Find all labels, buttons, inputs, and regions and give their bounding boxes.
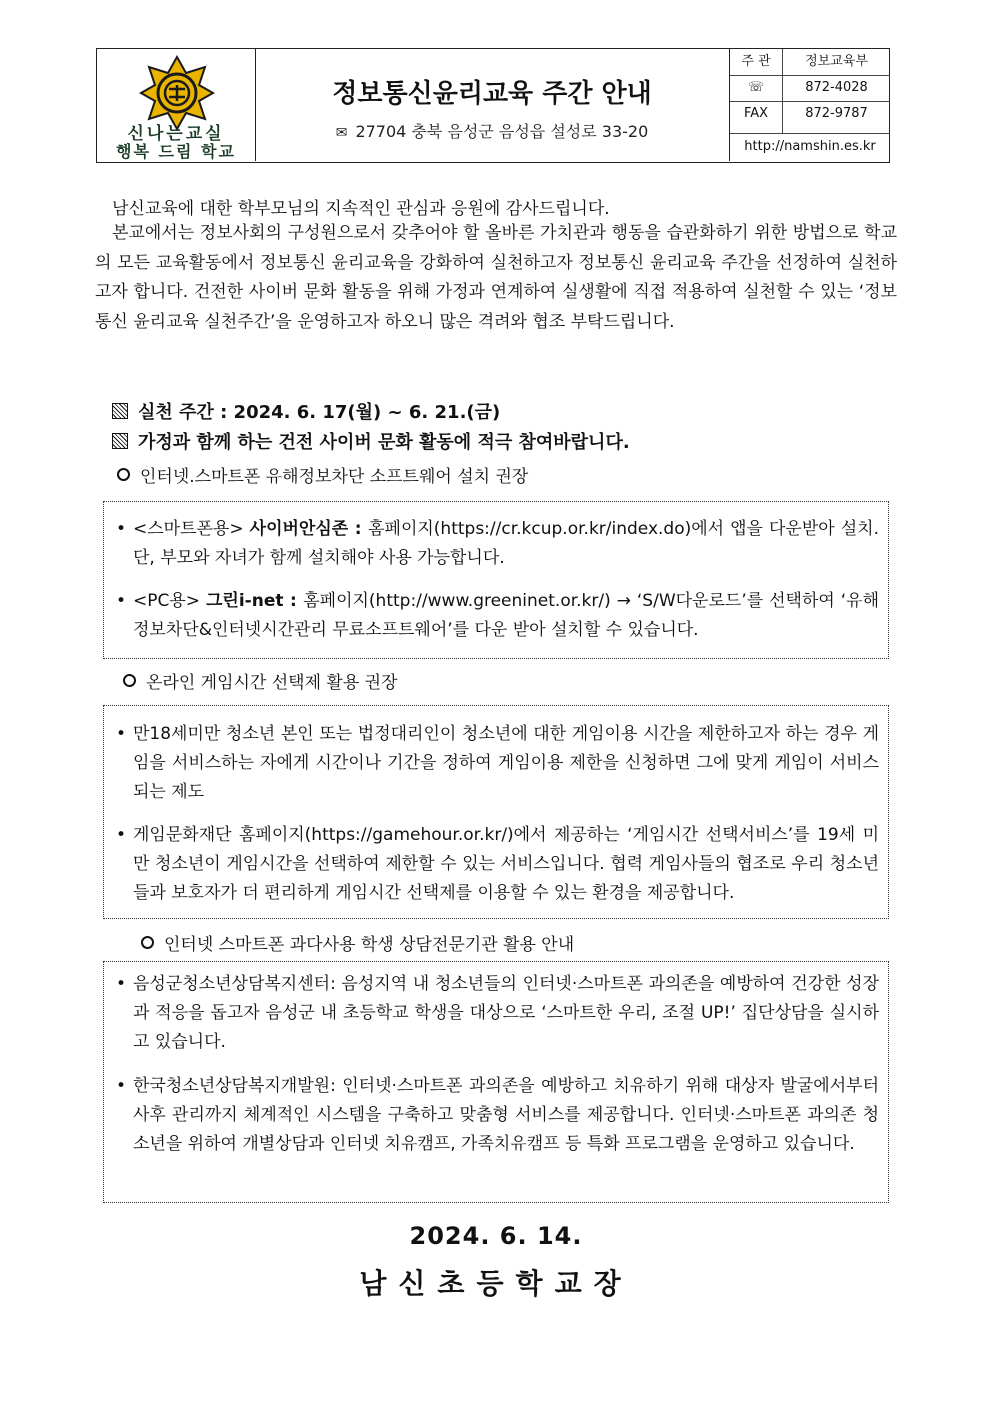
intro-paragraph-2: 본교에서는 정보사회의 구성원으로서 갖추어야 할 올바른 가치관과 행동을 습관화하기 위한 방법으로 학교의 모든 교육활동에서 정보통신 윤리교육을 강화하여 실천하고자 정보통신 윤리교육 주간을 선정하여 실천하고자 합니다. 건전한 사이버 문화 활동을 위해 가정과 연계하여 실생활에 직접 적용하여 실천할 수 있는 ‘정보통신 윤리교육 실천주간’을 운영하고자 하오니 많은 격려와 협조 부탁드립니다.	[95, 223, 897, 332]
checkbox-mark-icon	[112, 403, 128, 419]
bullet: •	[116, 519, 127, 539]
school-motto-line1: 신나는교실	[127, 124, 225, 144]
list-item	[116, 821, 879, 908]
filter-software-box	[103, 501, 889, 659]
school-motto-line2: 행복 드림 학교	[116, 142, 236, 161]
item-text: 홈페이지(https://cr.kcup.or.kr/index.do)에서 앱을 다운받아 설치. 단, 부모와 자녀가 함께 설치해야 사용 가능합니다.	[133, 519, 879, 568]
item-name: 사이버안심존 :	[249, 519, 369, 539]
list-item	[116, 970, 879, 1057]
contact-row	[730, 101, 890, 134]
contact-row	[730, 75, 890, 102]
school-address	[255, 119, 729, 142]
subheading-text: 인터넷.스마트폰 유해정보차단 소프트웨어 설치 권장	[140, 467, 529, 487]
address-text: 27704 충북 음성군 음성읍 설성로 33-20	[355, 122, 649, 141]
request-text: 가정과 함께 하는 건전 사이버 문화 활동에 적극 참여바랍니다.	[138, 432, 630, 453]
period-text: 실천 주간 : 2024. 6. 17(월) ~ 6. 21.(금)	[138, 402, 501, 423]
document-date: 2024. 6. 14.	[409, 1222, 583, 1250]
list-item	[116, 720, 879, 807]
circle-bullet-icon	[141, 936, 154, 949]
counseling-box	[103, 961, 889, 1203]
list-item	[116, 1072, 879, 1159]
item-name: 그린i-net :	[206, 591, 304, 611]
contact-key: FAX	[730, 101, 783, 133]
contact-row	[730, 49, 890, 76]
bullet: •	[116, 1076, 127, 1096]
circle-bullet-icon	[123, 674, 136, 687]
game-time-box	[103, 705, 889, 919]
checkbox-mark-icon	[112, 433, 128, 449]
bullet: •	[116, 724, 127, 744]
item-prefix: <스마트폰용>	[133, 519, 250, 539]
list-item	[116, 515, 879, 573]
item-text: 만18세미만 청소년 본인 또는 법정대리인이 청소년에 대한 게임이용 시간을 제한하고자 하는 경우 게임을 서비스하는 자에게 시간이나 기간을 정하여 게임이용 제한을 신청하면 그에 맞게 게임이 서비스 되는 제도	[133, 724, 879, 802]
bullet: •	[116, 591, 127, 611]
request-line	[112, 428, 630, 454]
item-text: 홈페이지(http://www.greeninet.or.kr/) → ‘S/W다운로드’를 선택하여 ‘유해정보차단&인터넷시간관리 무료소프트웨어’를 다운 받아 설치할 수 있습니다.	[133, 591, 880, 640]
bullet: •	[116, 825, 127, 845]
item-text: 한국청소년상담복지개발원: 인터넷·스마트폰 과의존을 예방하고 치유하기 위해 대상자 발굴에서부터 사후 관리까지 체계적인 시스템을 구축하고 맞춤형 서비스를 제공합니다. 인터넷·스마트폰 과의존 청소년을 위하여 개별상담과 인터넷 치유캠프, 가족치유캠프 등 특화 프로그램을 운영하고 있습니다.	[133, 1076, 879, 1154]
circle-bullet-icon	[117, 468, 130, 481]
item-prefix: <PC용>	[133, 591, 206, 611]
item-text: 게임문화재단 홈페이지(https://gamehour.or.kr/)에서 제공하는 ‘게임시간 선택서비스’를 19세 미만 청소년이 게임시간을 선택하여 제한할 수 있는 서비스입니다. 협력 게임사들의 협조로 우리 청소년들과 보호자가 더 편리하게 게임시간 선택제를 이용할 수 있는 환경을 제공합니다.	[133, 825, 879, 903]
subheading-filter-software	[117, 462, 528, 487]
contact-table	[729, 49, 890, 161]
intro-paragraph-1: 남신교육에 대한 학부모님의 지속적인 관심과 응원에 감사드립니다.	[112, 199, 610, 219]
contact-value: 872-9787	[805, 106, 868, 121]
bullet: •	[116, 974, 127, 994]
mail-icon: ✉	[335, 125, 348, 141]
document-title: 정보통신윤리교육 주간 안내	[332, 79, 652, 109]
subheading-text: 인터넷 스마트폰 과다사용 학생 상담전문기관 활용 안내	[164, 935, 575, 955]
school-logo-area	[97, 49, 256, 161]
subheading-counseling	[141, 930, 574, 955]
item-text: 음성군청소년상담복지센터: 음성지역 내 청소년들의 인터넷·스마트폰 과의존을 예방하여 건강한 성장과 적응을 돕고자 음성군 내 초등학교 학생을 대상으로 ‘스마트한 우리, 조절 UP!’ 집단상담을 실시하고 있습니다.	[133, 974, 879, 1052]
list-item	[116, 587, 879, 645]
principal-signature: 남신초등학교장	[359, 1267, 633, 1300]
contact-value: 정보교육부	[805, 54, 868, 69]
phone-icon: ☏	[730, 75, 783, 101]
contact-key: 주 관	[730, 49, 783, 75]
letterhead	[96, 48, 890, 163]
period-line	[112, 398, 500, 424]
contact-value: 872-4028	[805, 80, 868, 95]
school-url[interactable]: http://namshin.es.kr	[744, 139, 876, 154]
subheading-game-time	[123, 668, 398, 693]
subheading-text: 온라인 게임시간 선택제 활용 권장	[146, 673, 398, 693]
